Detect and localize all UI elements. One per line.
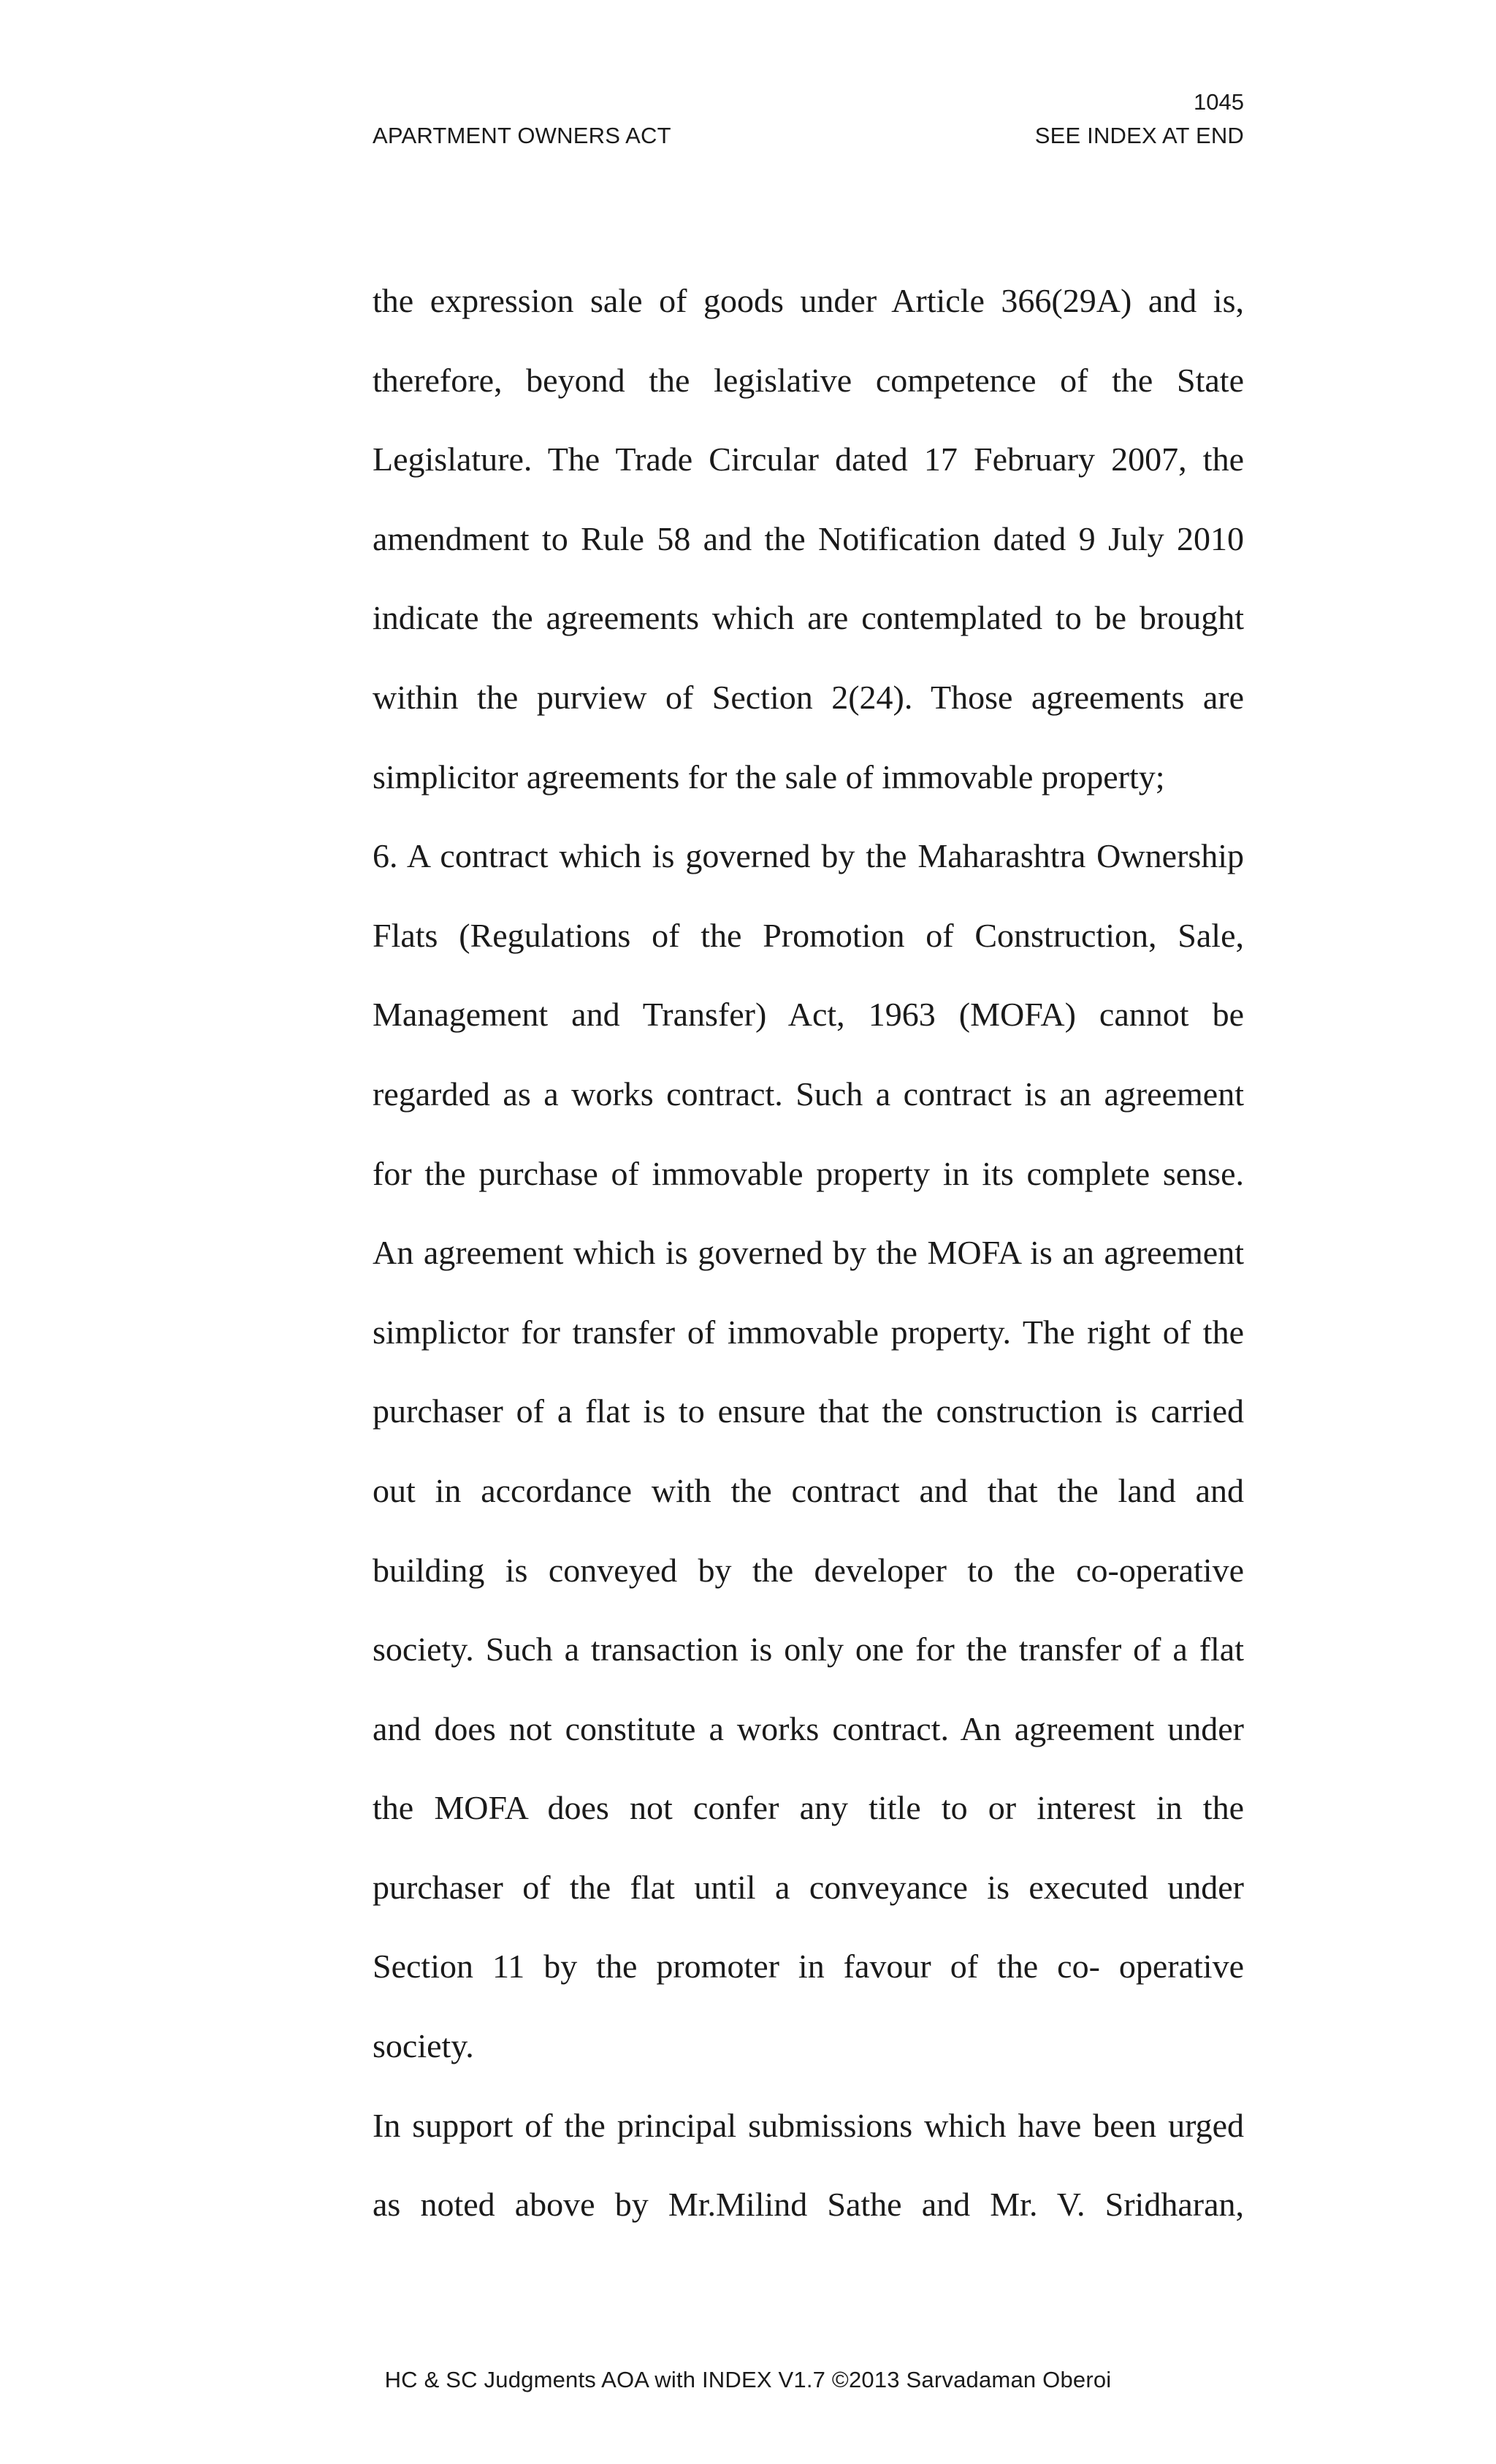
body-paragraph-2: 6. A contract which is governed by the Maharashtra Ownership Flats (Regulations of the Promotion of Construction, Sale, Management and Transfer) Act, 1963 (MOFA) cannot be regarded as a works contract. Such a contract is an agreement for the purchase of immovable property in its complete sense. An agreement which is governed by the MOFA is an agreement simplictor for transfer of immovable property. The right of the purchaser of a flat is to ensure that the construction is carried out in accordance with the contract and that the land and building is conveyed by the developer to the co-operative society. Such a transaction is only one for the transfer of a flat and does not constitute a works contract. An agreement under the MOFA does not confer any title to or interest in the purchaser of the flat until a conveyance is executed under Section 11 by the promoter in favour of the co- operative society. xyxy=(373,837,1244,2065)
page-number: 1045 xyxy=(1194,89,1244,115)
body-paragraph-3: In support of the principal submissions which have been urged as noted above by Mr.Milind Sathe and Mr. V. Sridharan, xyxy=(373,2106,1244,2224)
body-paragraph-1: the expression sale of goods under Article 366(29A) and is, therefore, beyond the legislative competence of the State Legislature. The Trade Circular dated 17 February 2007, the amendment to Rule 58 and the Notification dated 9 July 2010 indicate the agreements which are contemplated to be brought within the purview of Section 2(24). Those agreements are simplicitor agreements for the sale of immovable property; xyxy=(373,282,1244,796)
page-footer: HC & SC Judgments AOA with INDEX V1.7 ©2013 Sarvadaman Oberoi xyxy=(384,2367,1112,2392)
running-header-index-note: SEE INDEX AT END xyxy=(1034,123,1244,148)
document-body xyxy=(373,262,1244,2245)
running-header-title: APARTMENT OWNERS ACT xyxy=(373,123,671,148)
